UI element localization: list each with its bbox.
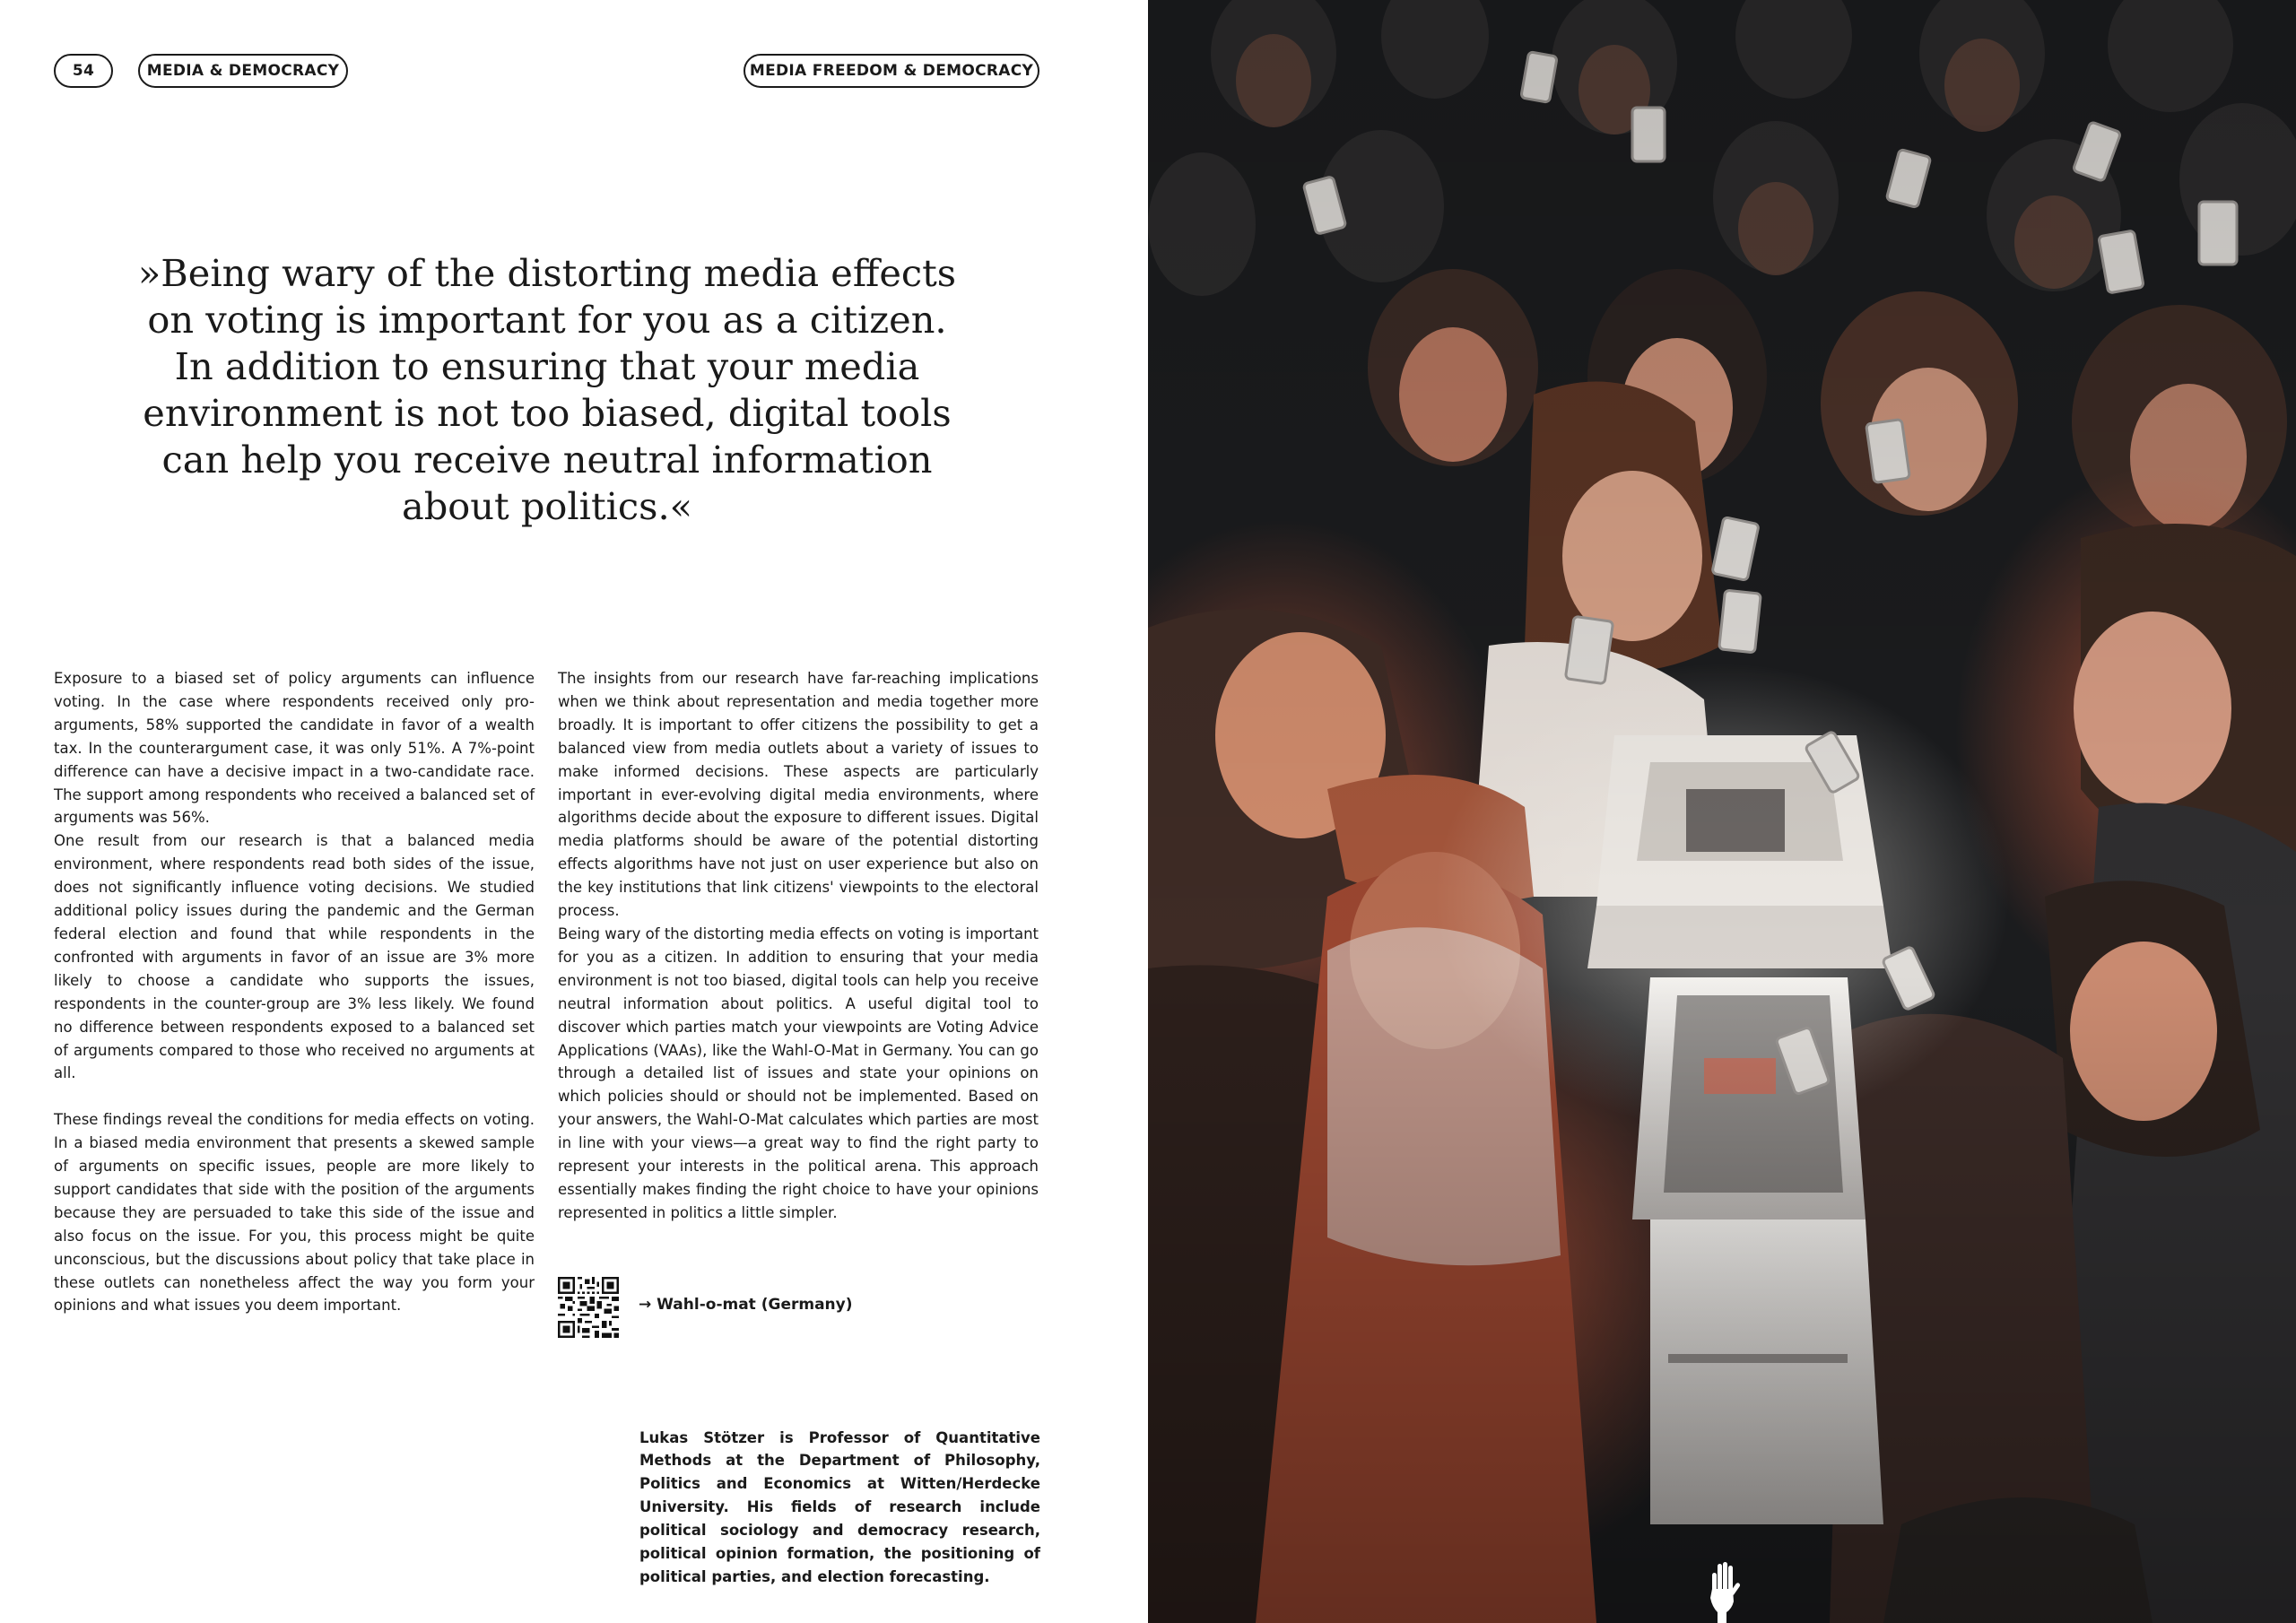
pull-quote-line: environment is not too biased, digital tools — [143, 391, 952, 435]
section-label-badge — [138, 54, 348, 88]
body-paragraph: These findings reveal the conditions for media effects on voting. In a biased media environment that presents a skewed sample of arguments on specific issues, people are more likely to support candidates that side with the position of the arguments because they are persuaded to take this side of the issue and also focus on the issue. For you, this process might be quite unconscious, but the discussions about policy that take place in these outlets can nonetheless affect the way you form your opinions and what issues you deem important. — [54, 1111, 535, 1315]
page-number-badge — [54, 54, 113, 88]
pull-quote-line: on voting is important for you as a citizen. — [147, 298, 947, 342]
pull-quote — [135, 250, 960, 530]
pull-quote-line: In addition to ensuring that your media — [174, 344, 920, 388]
body-paragraph: Exposure to a biased set of policy arguments can influence voting. In the case where respondents received only pro-arguments, 58% supported the candidate in favor of a wealth tax. In the counterargument case, it was only 51%. A 7%-point difference can have a decisive impact in a two-candidate race. The support among respondents who received a balanced set of arguments was 56%. — [54, 670, 535, 827]
pull-quote-line: »Being wary of the distorting media effects — [137, 251, 957, 295]
author-bio: Lukas Stötzer is Professor of Quantitative Methods at the Department of Philosophy, Politics and Economics at Witten/Herdecke University. His fields of research include political sociology and democracy research, political opinion formation, the positioning of political parties, and election forecasting. — [639, 1428, 1040, 1585]
body-paragraph: The insights from our research have far-reaching implications when we think about representation and media together more broadly. It is important to offer citizens the possibility to get a balanced view from media outlets about a variety of issues to make informed decisions. These aspects are particularly important in ever-evolving digital media environments, where algorithms decide about the exposure to different issues. Digital media platforms should be aware of the potential distorting effects algorithms have not just on user experience but also on the key institutions that link citizens' viewpoints to the electoral process. — [558, 670, 1039, 920]
topic-label: MEDIA FREEDOM & DEMOCRACY — [749, 62, 1034, 80]
section-label: MEDIA & DEMOCRACY — [146, 62, 340, 80]
body-column-left — [54, 667, 535, 1317]
page-number: 54 — [72, 62, 95, 80]
qr-code-icon[interactable] — [558, 1277, 619, 1338]
body-column-right — [558, 667, 1039, 1225]
topic-label-badge — [744, 54, 1039, 88]
wahl-o-mat-link[interactable]: → Wahl-o-mat (Germany) — [639, 1296, 853, 1314]
pull-quote-line: can help you receive neutral information — [161, 438, 933, 482]
pull-quote-line: about politics.« — [401, 484, 693, 528]
body-paragraph: Being wary of the distorting media effects on voting is important for you as a citizen. In addition to ensuring that your media environment is not too biased, digital tools can help you receive neutral information about politics. A useful digital tool to discover which parties match your viewpoints are Voting Advice Applications (VAAs), like the Wahl-O-Mat in Germany. You can go through a detailed list of issues and state your opinions on which policies should or should not be implemented. Based on your answers, the Wahl-O-Mat calculates which parties are most in line with your views—a great way to find the right party to represent your interests in the political arena. This approach essentially makes finding the right choice to have your opinions represented in politics a little simpler. — [558, 924, 1039, 1221]
photo-crowd-voting — [1148, 0, 2296, 1623]
body-paragraph: One result from our research is that a balanced media environment, where respondents read both sides of the issue, does not significantly influence voting decisions. We studied additional policy issues during the pandemic and the German federal election and found that while respondents in the confronted with arguments in favor of an issue are 3% more likely to choose a candidate who supports the issues, respondents in the counter-group are 3% less likely. We found no difference between respondents exposed to a balanced set of arguments compared to those who received no arguments at all. — [54, 832, 535, 1082]
